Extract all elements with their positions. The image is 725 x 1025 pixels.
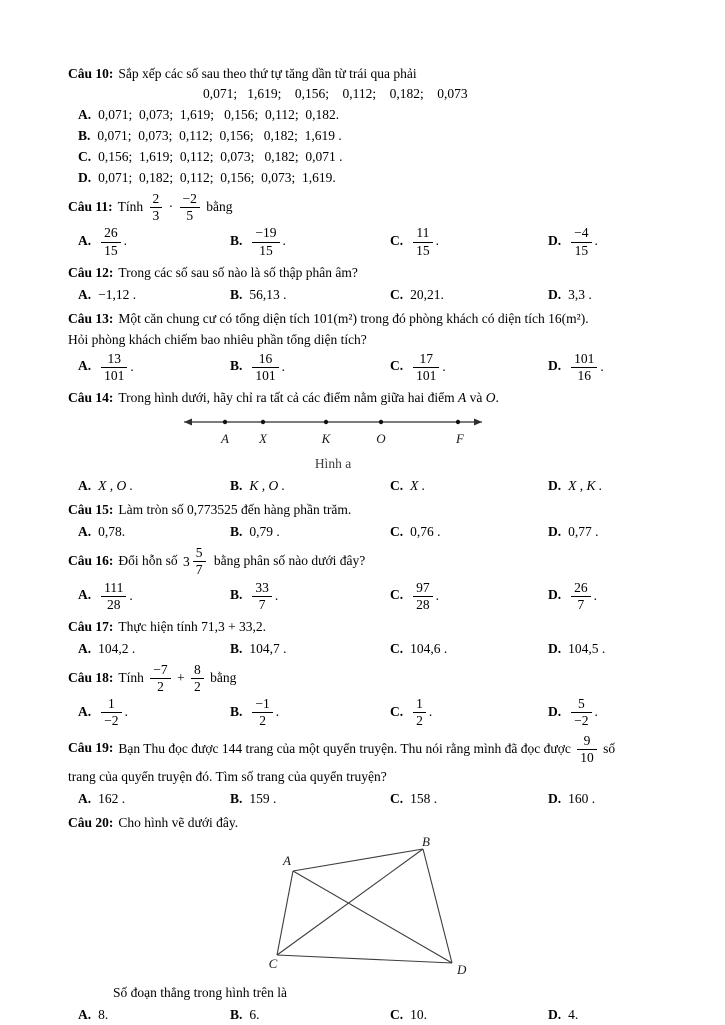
fraction-numerator: 33 (252, 581, 272, 597)
option-c-label: C. (390, 478, 404, 494)
option-a-text: 8. (98, 1007, 109, 1023)
question-14 (68, 387, 673, 496)
question-20 (68, 812, 673, 1025)
question-14-head (68, 387, 673, 408)
option-b (230, 521, 390, 542)
fraction-numerator: 5 (571, 697, 591, 713)
option-c (390, 284, 548, 305)
fraction-denominator: 3 (152, 208, 160, 224)
fraction-denominator: 15 (259, 242, 273, 258)
question-19-line2: trang của quyển truyện đó. Tìm số trang của quyển truyện? (68, 769, 387, 784)
fraction (413, 226, 433, 257)
fraction-denominator: 5 (186, 208, 194, 224)
option-d-text: 160 . (568, 791, 596, 806)
option-a (78, 351, 230, 384)
option-a-suffix: . (124, 704, 128, 720)
right-arrow-icon (474, 419, 482, 426)
left-arrow-icon (184, 419, 192, 426)
question-15 (68, 499, 673, 542)
point-label: O (376, 431, 386, 447)
option-a (78, 1004, 230, 1025)
option-b-label: B. (230, 1007, 243, 1023)
option-c-label: C. (390, 286, 404, 302)
fraction-denominator: 7 (577, 596, 585, 612)
fraction (193, 546, 206, 577)
point-variable: A (457, 390, 467, 406)
question-20-head (68, 812, 673, 833)
option-a (78, 521, 230, 542)
option-d (548, 521, 673, 542)
option-c (390, 1004, 548, 1025)
number-line-figure (183, 412, 673, 454)
question-11-post: bằng (206, 198, 233, 214)
option-d-text: X , K . (568, 478, 603, 494)
option-d-label: D. (548, 791, 562, 806)
option-d (548, 351, 673, 384)
question-19 (68, 733, 673, 809)
fraction-denominator: 16 (577, 367, 591, 383)
option-a-label: A. (78, 233, 92, 249)
question-18-head (68, 662, 673, 695)
option-b-suffix: . (274, 587, 279, 603)
option-d-label: D. (548, 587, 562, 603)
question-18-options (68, 696, 673, 729)
option-c-suffix: . (435, 587, 439, 603)
fraction-numerator: 97 (413, 581, 433, 597)
fraction-numerator: −4 (571, 226, 591, 242)
mixed-number (183, 545, 209, 578)
point-dot (223, 420, 227, 424)
question-19-part1: Bạn Thu đọc được 144 trang của một quyển truyện. Thu nói rằng mình đã đọc được (118, 740, 571, 756)
fraction-numerator: 8 (191, 663, 204, 679)
option-d (548, 580, 673, 613)
option-d-text: 3,3 . (568, 286, 592, 302)
question-18-post: bằng (210, 669, 237, 685)
option-c (390, 521, 548, 542)
option-a (78, 696, 230, 729)
fraction-denominator: −2 (104, 713, 119, 729)
fraction-numerator: 11 (413, 226, 433, 242)
vertex-label: A (283, 853, 291, 868)
question-20-caption: Số đoạn thẳng trong hình trên là (113, 985, 287, 1001)
option-b-label: B. (230, 358, 243, 374)
question-13-options (68, 351, 673, 384)
fraction (413, 581, 433, 612)
fraction-denominator: 28 (107, 596, 121, 612)
option-d (548, 475, 673, 496)
fraction (252, 581, 272, 612)
option-a-label: A. (78, 1007, 92, 1023)
point-label: F (456, 431, 464, 447)
figure-caption: Hình a (314, 456, 352, 472)
option-b-suffix: . (281, 358, 286, 374)
fraction (571, 581, 591, 612)
option-b-text: 0,071; 0,073; 0,112; 0,156; 0,182; 1,619 . (97, 128, 342, 143)
option-c (390, 638, 548, 659)
option-c (68, 146, 673, 167)
question-20-options (68, 1004, 673, 1025)
option-b (68, 125, 673, 146)
point-dot (379, 420, 383, 424)
vertex-label: B (422, 835, 430, 849)
question-20-label: Câu 20: (68, 815, 114, 830)
option-b-label: B. (230, 587, 243, 603)
point-label: A (221, 431, 229, 447)
option-b (230, 788, 390, 809)
operator: · (168, 198, 174, 214)
option-c-text: 20,21. (410, 286, 444, 302)
question-17-text: Thực hiện tính 71,3 + 33,2. (118, 618, 267, 634)
option-b-label: B. (230, 704, 243, 720)
question-10 (68, 63, 673, 188)
question-16 (68, 545, 673, 613)
fraction-denominator: 7 (258, 596, 266, 612)
option-b-text: 104,7 . (249, 640, 287, 656)
question-13 (68, 308, 673, 384)
option-b-label: B. (230, 640, 243, 656)
question-13-line1: Một căn chung cư có tổng diện tích 101(m²) trong đó phòng khách có diện tích 16(m²). (118, 310, 589, 326)
point-label: K (321, 431, 331, 447)
fraction (101, 226, 121, 257)
option-c-label: C. (390, 358, 404, 374)
quadrilateral-svg (263, 835, 473, 977)
question-10-number-sequence: 0,071; 1,619; 0,156; 0,112; 0,182; 0,073 (203, 86, 468, 101)
point-dot (324, 420, 328, 424)
question-18-label: Câu 18: (68, 669, 114, 685)
option-a (78, 638, 230, 659)
fraction-denominator: 101 (255, 367, 276, 383)
fraction (571, 352, 597, 383)
option-c (390, 580, 548, 613)
fraction-numerator: 5 (193, 546, 206, 562)
option-b (230, 351, 390, 384)
fraction-numerator: 101 (571, 352, 597, 368)
fraction (150, 663, 170, 694)
question-17-label: Câu 17: (68, 618, 114, 634)
option-a (78, 225, 230, 258)
option-b-label: B. (230, 791, 243, 806)
fraction-denominator: 15 (104, 242, 118, 258)
fraction (101, 581, 126, 612)
option-b-text: K , O . (249, 478, 286, 494)
question-20-text: Cho hình vẽ dưới đây. (118, 815, 239, 830)
option-c-text: 104,6 . (410, 640, 448, 656)
question-16-pre: Đổi hỗn số (118, 553, 178, 569)
fraction (571, 226, 591, 257)
question-11-pre: Tính (117, 198, 144, 214)
fraction-numerator: 1 (413, 697, 426, 713)
fraction-numerator: 16 (252, 352, 278, 368)
vertex-label: C (268, 956, 278, 971)
option-c-label: C. (390, 1007, 404, 1023)
option-c-text: 10. (410, 1007, 427, 1023)
option-d-text: 0,77 . (568, 524, 599, 540)
point-variable: O (485, 390, 496, 406)
option-d-label: D. (548, 233, 562, 249)
fraction-numerator: 1 (101, 697, 121, 713)
option-d-label: D. (548, 640, 562, 656)
question-14-options (68, 475, 673, 496)
question-10-label: Câu 10: (68, 66, 114, 81)
number-line-svg (183, 412, 483, 448)
option-c-suffix: . (428, 704, 433, 720)
question-19-options (68, 788, 673, 809)
fraction-denominator: 101 (416, 367, 437, 383)
option-a (78, 580, 230, 613)
option-c-label: C. (390, 704, 404, 720)
option-b-label: B. (230, 233, 243, 249)
question-13-label: Câu 13: (68, 310, 114, 326)
option-c (390, 351, 548, 384)
question-11-label: Câu 11: (68, 198, 113, 214)
question-17-options (68, 638, 673, 659)
option-d-suffix: . (594, 233, 598, 249)
option-c-text: 0,76 . (410, 524, 441, 540)
fraction (413, 697, 426, 728)
question-19-part2: số (603, 740, 616, 756)
fraction (101, 352, 127, 383)
option-d-label: D. (548, 524, 562, 540)
option-a-label: A. (78, 791, 92, 806)
fraction-numerator: −7 (150, 663, 170, 679)
mixed-whole: 3 (183, 554, 190, 570)
option-b-suffix: . (282, 233, 286, 249)
fraction-numerator: 17 (413, 352, 439, 368)
fraction-numerator: −19 (252, 226, 279, 242)
option-b-text: 6. (249, 1007, 260, 1023)
option-b (230, 475, 390, 496)
option-c-text: X . (410, 478, 426, 494)
question-13-line2: Hỏi phòng khách chiếm bao nhiêu phần tổng diện tích? (68, 331, 367, 347)
option-b (230, 225, 390, 258)
point-dot (261, 420, 265, 424)
option-d-label: D. (548, 478, 562, 494)
option-c (390, 788, 548, 809)
fraction-denominator: 2 (259, 713, 266, 729)
option-b-label: B. (78, 128, 91, 143)
option-a-label: A. (78, 524, 92, 540)
question-16-head (68, 545, 673, 578)
question-18-pre: Tính (118, 669, 144, 685)
question-11-head (68, 191, 673, 224)
fraction (101, 697, 121, 728)
option-c-suffix: . (442, 358, 446, 374)
fraction-numerator: 26 (101, 226, 121, 242)
option-a-label: A. (78, 640, 92, 656)
operator: + (177, 669, 185, 685)
fraction-numerator: −1 (252, 697, 272, 713)
question-12-label: Câu 12: (68, 264, 114, 280)
question-16-post: bằng phân số nào dưới đây? (213, 553, 366, 569)
fraction (180, 192, 200, 223)
option-a-label: A. (78, 478, 92, 494)
question-11-options (68, 225, 673, 258)
conjunction: và (469, 390, 483, 406)
option-a-text: X , O . (98, 478, 133, 494)
option-c-text: 0,156; 1,619; 0,112; 0,073; 0,182; 0,071 . (98, 149, 343, 164)
question-16-label: Câu 16: (68, 553, 114, 569)
option-d (548, 225, 673, 258)
question-16-options (68, 580, 673, 613)
fraction (571, 697, 591, 728)
question-19-label: Câu 19: (68, 740, 114, 756)
question-10-options (68, 104, 673, 188)
option-c-label: C. (78, 149, 92, 164)
question-12 (68, 262, 673, 305)
option-b-text: 159 . (249, 791, 277, 806)
fraction-denominator: 2 (157, 679, 164, 695)
fraction-denominator: 7 (195, 562, 203, 578)
fraction (577, 734, 597, 765)
fraction (191, 663, 204, 694)
option-a-suffix: . (129, 587, 133, 603)
question-15-head (68, 499, 673, 520)
option-d-label: D. (548, 358, 562, 374)
fraction-numerator: 9 (577, 734, 597, 750)
option-b-text: 0,79 . (249, 524, 280, 540)
fraction-numerator: 13 (101, 352, 127, 368)
option-a (68, 104, 673, 125)
option-c (390, 475, 548, 496)
fraction (413, 352, 439, 383)
option-a-label: A. (78, 358, 92, 374)
fraction-numerator: −2 (180, 192, 200, 208)
option-c (390, 225, 548, 258)
option-b-text: 56,13 . (249, 286, 287, 302)
question-13-head (68, 308, 673, 329)
fraction-denominator: 10 (580, 749, 594, 765)
option-d-label: D. (548, 1007, 562, 1023)
option-d (548, 1004, 673, 1025)
fraction-denominator: 15 (574, 242, 589, 258)
question-15-text: Làm tròn số 0,773525 đến hàng phần trăm. (118, 502, 352, 518)
period: . (495, 390, 499, 406)
option-b-suffix: . (275, 704, 280, 720)
question-19-head (68, 733, 673, 766)
option-a (78, 284, 230, 305)
option-c-text: 158 . (410, 791, 438, 806)
option-a-text: 0,071; 0,073; 1,619; 0,156; 0,112; 0,182. (98, 107, 340, 122)
question-15-options (68, 521, 673, 542)
question-12-options (68, 284, 673, 305)
point-label: X (259, 431, 267, 447)
question-14-text: Trong hình dưới, hãy chỉ ra tất cả các điểm nằm giữa hai điểm (118, 390, 455, 406)
question-14-label: Câu 14: (68, 390, 114, 406)
option-c-label: C. (390, 791, 404, 806)
question-18 (68, 662, 673, 730)
option-b (230, 284, 390, 305)
option-c-label: C. (390, 233, 404, 249)
fraction (252, 226, 279, 257)
question-12-text: Trong các số sau số nào là số thập phân âm? (118, 264, 358, 280)
option-d-suffix: . (593, 587, 597, 603)
option-d (548, 284, 673, 305)
option-d-suffix: . (600, 358, 604, 374)
option-c-suffix: . (435, 233, 439, 249)
option-a-text: 0,78. (98, 524, 126, 540)
option-a (78, 788, 230, 809)
option-d-suffix: . (594, 704, 598, 720)
fraction-numerator: 26 (571, 581, 591, 597)
option-d (68, 167, 673, 188)
option-a-label: A. (78, 704, 92, 720)
vertex-label: D (457, 962, 467, 977)
fraction (150, 192, 163, 223)
fraction-numerator: 2 (150, 192, 163, 208)
option-a-suffix: . (130, 358, 134, 374)
fraction-denominator: 2 (194, 679, 201, 695)
option-d (548, 696, 673, 729)
option-c-label: C. (390, 524, 404, 540)
option-a (78, 475, 230, 496)
option-a-label: A. (78, 286, 92, 302)
fraction-denominator: 2 (416, 713, 423, 729)
option-d-label: D. (78, 170, 92, 185)
option-b-label: B. (230, 524, 243, 540)
option-a-suffix: . (123, 233, 127, 249)
fraction (252, 352, 278, 383)
option-a-text: 162 . (98, 791, 126, 806)
option-d-text: 0,071; 0,182; 0,112; 0,156; 0,073; 1,619. (98, 170, 336, 185)
fraction-denominator: 28 (416, 596, 430, 612)
option-a-text: 104,2 . (98, 640, 136, 656)
option-b (230, 696, 390, 729)
question-12-head (68, 262, 673, 283)
option-a-label: A. (78, 587, 92, 603)
option-b (230, 580, 390, 613)
option-c-label: C. (390, 640, 404, 656)
option-b (230, 638, 390, 659)
option-a-text: −1,12 . (98, 286, 137, 302)
option-b-label: B. (230, 478, 243, 494)
quadrilateral-figure (263, 835, 673, 983)
fraction-denominator: 101 (104, 367, 125, 383)
question-10-text: Sắp xếp các số sau theo thứ tự tăng dần từ trái qua phải (118, 66, 417, 81)
question-15-label: Câu 15: (68, 502, 114, 518)
option-d-label: D. (548, 704, 562, 720)
option-d (548, 638, 673, 659)
fraction-denominator: 15 (416, 242, 430, 258)
question-17-head (68, 616, 673, 637)
fraction-denominator: −2 (574, 713, 589, 729)
option-d-text: 104,5 . (568, 640, 606, 656)
question-11 (68, 191, 673, 259)
fraction (252, 697, 272, 728)
point-dot (456, 420, 460, 424)
option-c (390, 696, 548, 729)
fraction-numerator: 111 (101, 581, 126, 597)
question-10-head (68, 63, 673, 84)
option-b-label: B. (230, 286, 243, 302)
option-d (548, 788, 673, 809)
option-d-label: D. (548, 286, 562, 302)
option-c-label: C. (390, 587, 404, 603)
option-b (230, 1004, 390, 1025)
question-17 (68, 616, 673, 659)
option-a-label: A. (78, 107, 92, 122)
option-d-text: 4. (568, 1007, 579, 1023)
